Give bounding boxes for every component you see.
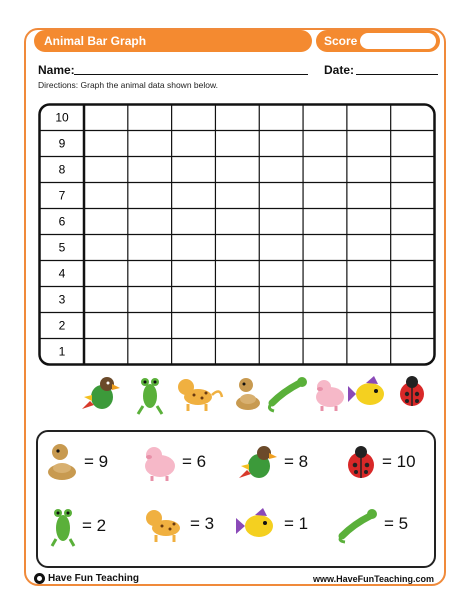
key-item-lizard bbox=[336, 504, 408, 544]
snake-value: = 9 bbox=[84, 452, 109, 471]
lizard-icon bbox=[336, 504, 380, 544]
y-tick-label: 10 bbox=[55, 110, 69, 125]
brand-logo bbox=[34, 573, 139, 584]
key-item-parrot bbox=[238, 442, 308, 482]
date-label: Date: bbox=[324, 63, 355, 77]
directions-text: Directions: Graph the animal data shown below. bbox=[38, 80, 219, 90]
key-item-frog bbox=[48, 504, 106, 548]
name-field[interactable] bbox=[74, 74, 308, 75]
worksheet-title: Animal Bar Graph bbox=[34, 30, 312, 52]
lizard-value: = 5 bbox=[384, 514, 409, 533]
pig-icon bbox=[316, 380, 344, 411]
data-key-box bbox=[36, 430, 436, 568]
website-link[interactable]: www.HaveFunTeaching.com bbox=[312, 574, 434, 584]
ladybug-icon bbox=[344, 442, 378, 482]
brand-logo-icon bbox=[34, 573, 45, 584]
brand-name: Have Fun Teaching bbox=[48, 573, 139, 584]
frog-icon bbox=[138, 378, 162, 414]
y-tick-label: 1 bbox=[58, 344, 66, 359]
ladybug-icon bbox=[400, 376, 424, 406]
snake-icon bbox=[44, 442, 80, 482]
snake-icon bbox=[236, 378, 260, 410]
key-item-cheetah bbox=[142, 504, 214, 544]
y-tick-label: 3 bbox=[58, 292, 66, 307]
y-tick-label: 6 bbox=[58, 214, 66, 229]
cheetah-icon bbox=[178, 379, 222, 411]
y-tick-label: 2 bbox=[58, 318, 66, 333]
frog-icon bbox=[48, 504, 78, 548]
y-tick-label: 8 bbox=[58, 162, 66, 177]
fish-icon bbox=[234, 504, 280, 544]
y-tick-label: 7 bbox=[58, 188, 66, 203]
parrot-icon bbox=[82, 377, 120, 409]
key-item-pig bbox=[142, 442, 206, 482]
score-field[interactable] bbox=[360, 33, 436, 49]
pig-value: = 6 bbox=[182, 452, 207, 471]
fish-icon bbox=[348, 376, 384, 405]
cheetah-icon bbox=[142, 504, 186, 544]
fish-value: = 1 bbox=[284, 514, 309, 533]
ladybug-value: = 10 bbox=[382, 452, 416, 471]
y-tick-label: 9 bbox=[58, 136, 66, 151]
animal-row bbox=[80, 369, 440, 419]
bar-graph-grid bbox=[38, 103, 436, 366]
date-field[interactable] bbox=[356, 74, 438, 75]
cheetah-value: = 3 bbox=[190, 514, 215, 533]
parrot-icon bbox=[238, 442, 280, 482]
score-label: Score bbox=[316, 30, 440, 52]
y-tick-label: 4 bbox=[58, 266, 66, 281]
key-item-ladybug bbox=[344, 442, 416, 482]
frog-value: = 2 bbox=[82, 516, 107, 535]
y-tick-label: 5 bbox=[58, 240, 66, 255]
lizard-icon bbox=[269, 377, 307, 411]
name-label: Name: bbox=[38, 63, 75, 77]
parrot-value: = 8 bbox=[284, 452, 309, 471]
key-item-fish bbox=[234, 504, 308, 544]
pig-icon bbox=[142, 442, 178, 482]
key-item-snake bbox=[44, 442, 108, 482]
